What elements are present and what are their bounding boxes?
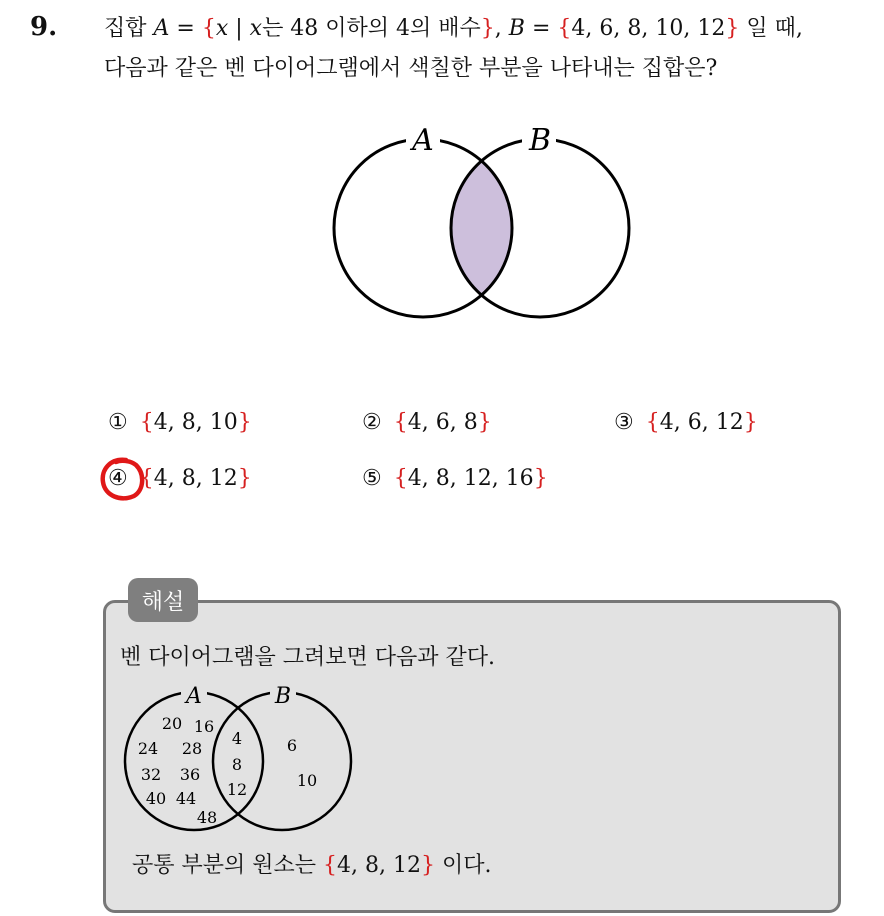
choice-4[interactable]: ④ {4, 8, 12}: [108, 466, 252, 491]
element: 48: [196, 808, 218, 827]
var-x: x: [215, 16, 229, 41]
equals: =: [169, 16, 202, 41]
solution-circle-a: [125, 692, 263, 830]
element: 8: [231, 755, 243, 774]
q-pre: 집합: [104, 16, 154, 41]
solution-conclusion: 공통 부분의 원소는 {4, 8, 12} 이다.: [132, 853, 492, 878]
equals: =: [524, 16, 558, 41]
conclusion-pre: 공통 부분의 원소는: [132, 853, 323, 878]
choice-2[interactable]: ② {4, 6, 8}: [362, 410, 492, 435]
element: 44: [175, 789, 197, 808]
choice-1[interactable]: ① {4, 8, 10}: [108, 410, 252, 435]
choice-mark: ④: [108, 466, 128, 491]
question-number: 9.: [30, 12, 58, 42]
choice-mark: ③: [614, 410, 634, 435]
solution-label-b: B: [274, 684, 292, 709]
solution-line1: 벤 다이어그램을 그려보면 다음과 같다.: [120, 645, 495, 670]
set-a-condition: 는 48 이하의 4의 배수: [262, 16, 481, 41]
q-post: 일 때,: [739, 16, 803, 41]
solution-tag: 해설: [128, 578, 198, 622]
bar: |: [228, 16, 250, 41]
element: 16: [193, 717, 215, 736]
venn-label-b: B: [528, 123, 552, 158]
choice-mark: ②: [362, 410, 382, 435]
choice-mark: ①: [108, 410, 128, 435]
choice-3[interactable]: ③ {4, 6, 12}: [614, 410, 758, 435]
choice-values: 4, 6, 8: [407, 410, 478, 435]
choice-5[interactable]: ⑤ {4, 8, 12, 16}: [362, 466, 548, 491]
brace-close: }: [725, 16, 740, 41]
conclusion-post: 이다.: [434, 853, 492, 878]
conclusion-values: 4, 8, 12: [337, 853, 421, 878]
brace-open: {: [201, 16, 216, 41]
element: 36: [179, 765, 201, 784]
element: 4: [231, 729, 243, 748]
solution-label-a: A: [186, 684, 202, 709]
element: 6: [286, 736, 298, 755]
element: 40: [145, 789, 167, 808]
element: 24: [137, 739, 159, 758]
element: 10: [296, 771, 318, 790]
element: 12: [226, 780, 248, 799]
element: 20: [161, 714, 183, 733]
element: 32: [140, 765, 162, 784]
question-text-line2: 다음과 같은 벤 다이어그램에서 색칠한 부분을 나타내는 집합은?: [104, 56, 718, 81]
choice-values: 4, 8, 12, 16: [407, 466, 534, 491]
set-b-values: 4, 6, 8, 10, 12: [571, 16, 726, 41]
venn-label-a: A: [412, 123, 434, 158]
choice-values: 4, 8, 10: [153, 410, 238, 435]
brace-open: {: [557, 16, 572, 41]
choice-mark: ⑤: [362, 466, 382, 491]
choice-values: 4, 8, 12: [153, 466, 238, 491]
brace-close: }: [480, 16, 495, 41]
choice-values: 4, 6, 12: [659, 410, 744, 435]
set-b-symbol: B: [508, 16, 525, 41]
element: 28: [181, 739, 203, 758]
set-a-symbol: A: [153, 16, 170, 41]
var-x: x: [249, 16, 263, 41]
comma: ,: [494, 16, 509, 41]
